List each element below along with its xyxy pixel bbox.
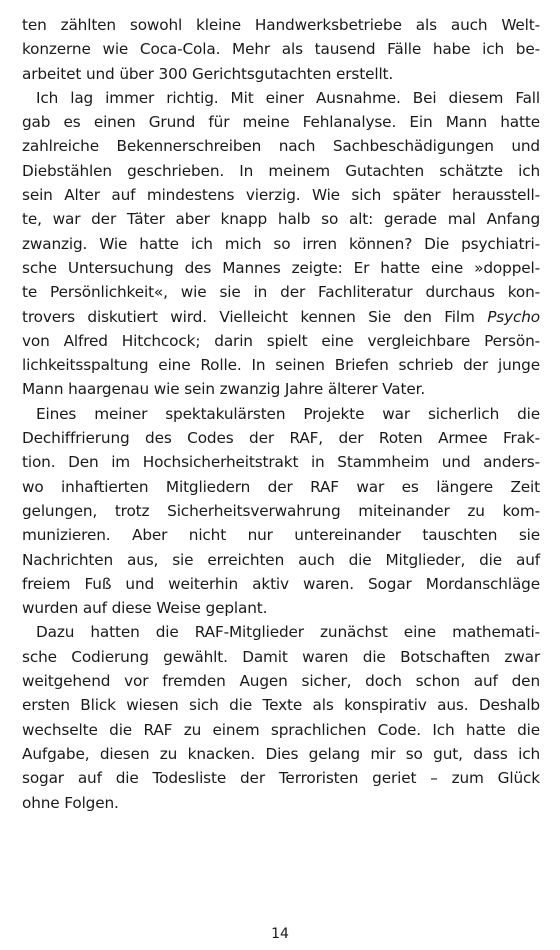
text-line: zahlreiche Bekennerschreiben nach Sachbeschädigungen und	[22, 137, 540, 156]
text-line: te, war der Täter aber knapp halb so alt: gerade mal Anfang	[22, 210, 540, 229]
text-line: konzerne wie Coca-Cola. Mehr als tausend Fälle habe ich be-	[22, 40, 540, 59]
text-line: sche Codierung gewählt. Damit waren die Botschaften zwar	[22, 647, 540, 666]
paragraph-start-line: Ich lag immer richtig. Mit einer Ausnahme. Bei diesem Fall	[36, 88, 540, 107]
text-line: Dechiffrierung des Codes der RAF, der Roten Armee Frak-	[22, 429, 540, 448]
text-line: gab es einen Grund für meine Fehlanalyse. Ein Mann hatte	[22, 113, 540, 132]
text-line: munizieren. Aber nicht nur untereinander tauschten sie	[22, 526, 540, 545]
text-line: ohne Folgen.	[22, 793, 119, 812]
text-line: te Persönlichkeit«, wie sie in der Fachliteratur durchaus kon-	[22, 283, 540, 302]
text-line: Nachrichten aus, sie erreichten auch die Mitglieder, die auf	[22, 550, 540, 569]
text-line: von Alfred Hitchcock; darin spielt eine vergleichbare Persön-	[22, 331, 540, 350]
text-line: wechselte die RAF zu einem sprachlichen Code. Ich hatte die	[22, 720, 540, 739]
film-title: Psycho	[487, 307, 540, 326]
text-line: freiem Fuß und weiterhin aktiv waren. Sogar Mordanschläge	[22, 574, 540, 593]
page-number: 14	[271, 926, 289, 942]
text-line: Aufgabe, diesen zu knacken. Dies gelang mir so gut, dass ich	[22, 744, 540, 763]
text-fragment: trovers diskutiert wird. Vielleicht kennen Sie den Film	[22, 307, 475, 326]
book-page-body	[22, 13, 540, 815]
text-line: sche Untersuchung des Mannes zeigte: Er hatte eine »doppel-	[22, 258, 540, 277]
paragraph-start-line: Eines meiner spektakulärsten Projekte war sicherlich die	[36, 404, 540, 423]
text-line: ersten Blick wiesen sich die Texte als konspirativ aus. Deshalb	[22, 696, 540, 715]
text-line: gelungen, trotz Sicherheitsverwahrung miteinander zu kom-	[22, 501, 540, 520]
paragraph-start-line: Dazu hatten die RAF-Mitglieder zunächst eine mathemati-	[36, 623, 540, 642]
text-line: Mann haargenau wie sein zwanzig Jahre älterer Vater.	[22, 380, 426, 399]
text-line: wurden auf diese Weise geplant.	[22, 599, 268, 618]
text-line: ten zählten sowohl kleine Handwerksbetriebe als auch Welt-	[22, 16, 540, 34]
text-line: tion. Den im Hochsicherheitstrakt in Stammheim und anders-	[22, 453, 540, 472]
text-line: lichkeitsspaltung eine Rolle. In seinen Briefen schrieb der junge	[22, 356, 540, 375]
text-line: Diebstählen geschrieben. In meinem Gutachten schätzte ich	[22, 161, 540, 180]
text-line: arbeitet und über 300 Gerichtsgutachten erstellt.	[22, 64, 394, 83]
text-line: sein Alter auf mindestens vierzig. Wie sich später herausstell-	[22, 186, 540, 205]
text-line: zwanzig. Wie hatte ich mich so irren können? Die psychiatri-	[22, 234, 540, 253]
text-line: weitgehend vor fremden Augen sicher, doch schon auf den	[22, 672, 540, 691]
text-line-with-film-title	[22, 305, 540, 329]
text-line: sogar auf die Todesliste der Terroristen geriet – zum Glück	[22, 769, 540, 788]
text-line: wo inhaftierten Mitgliedern der RAF war es längere Zeit	[22, 477, 540, 496]
